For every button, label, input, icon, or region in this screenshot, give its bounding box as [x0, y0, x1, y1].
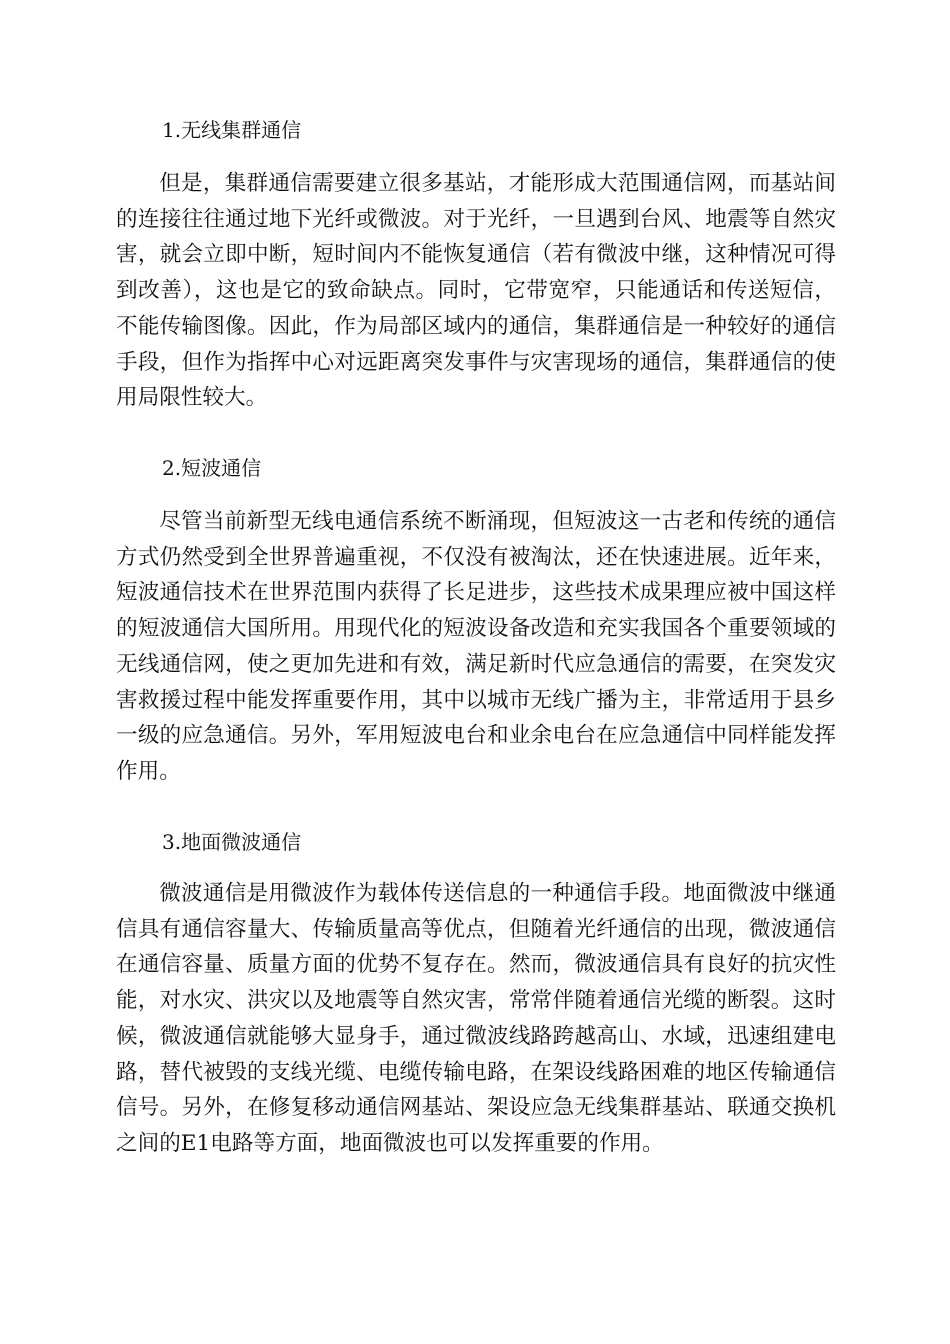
section-paragraph-trunking: 但是，集群通信需要建立很多基站，才能形成大范围通信网，而基站间的连接往往通过地下光纤或微波。对于光纤，一旦遇到台风、地震等自然灾害，就会立即中断，短时间内不能恢复通信（若有微波中继，这种情况可得到改善），这也是它的致命缺点。同时，它带宽窄，只能通话和传送短信，不能传输图像。因此，作为局部区域内的通信，集群通信是一种较好的通信手段，但作为指挥中心对远距离突发事件与灾害现场的通信，集群通信的使用局限性较大。 — [116, 171, 836, 411]
section-paragraph-microwave: 微波通信是用微波作为载体传送信息的一种通信手段。地面微波中继通信具有通信容量大、传输质量高等优点，但随着光纤通信的出现，微波通信在通信容量、质量方面的优势不复存在。然而，微波通信具有良好的抗灾性能，对水灾、洪灾以及地震等自然灾害，常常伴随着通信光缆的断裂。这时候，微波通信就能够大显身手，通过微波线路跨越高山、水域，迅速组建电路，替代被毁的支线光缆、电缆传输电路，在架设线路困难的地区传输通信信号。另外，在修复移动通信网基站、架设应急无线集群基站、联通交换机之间的E1电路等方面，地面微波也可以发挥重要的作用。 — [116, 881, 836, 1156]
section-heading-shortwave: 2.短波通信 — [162, 456, 262, 480]
section-heading-trunking: 1.无线集群通信 — [162, 118, 302, 142]
section-heading-microwave: 3.地面微波通信 — [162, 830, 302, 854]
section-paragraph-shortwave: 尽管当前新型无线电通信系统不断涌现，但短波这一古老和传统的通信方式仍然受到全世界普遍重视，不仅没有被淘汰，还在快速进展。近年来，短波通信技术在世界范围内获得了长足进步，这些技术成果理应被中国这样的短波通信大国所用。用现代化的短波设备改造和充实我国各个重要领域的无线通信网，使之更加先进和有效，满足新时代应急通信的需要，在突发灾害救援过程中能发挥重要作用，其中以城市无线广播为主，非常适用于县乡一级的应急通信。另外，军用短波电台和业余电台在应急通信中同样能发挥作用。 — [116, 509, 836, 784]
